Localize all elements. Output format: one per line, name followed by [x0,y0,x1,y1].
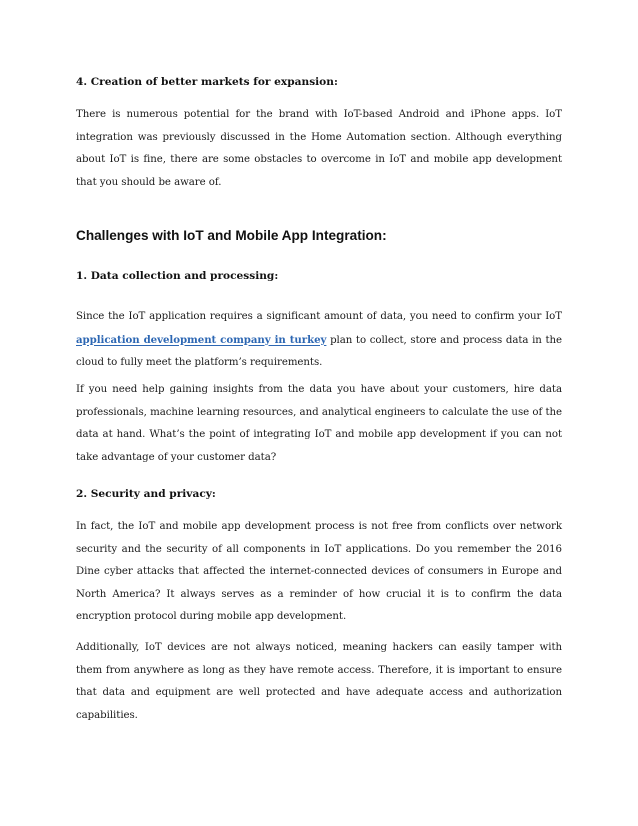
paragraph-text-after-link: plan to collect, store and process data in the cloud to fully meet the platform’s requirements. [76,334,562,368]
paragraph-data-collection-1 [76,306,562,375]
paragraph-security-2: Additionally, IoT devices are not always noticed, meaning hackers can easily tamper with them from anywhere as long as they have remote access. Therefore, it is important to ensure that data and equipment are well protected and have adequate access and authorization capabilities. [76,642,562,721]
document-page [76,0,562,826]
company-link[interactable]: application development company in turkey [76,333,327,346]
section-heading-data-collection: 1. Data collection and processing: [76,270,279,282]
paragraph-security-1: In fact, the IoT and mobile app development process is not free from conflicts over network security and the security of all components in IoT applications. Do you remember the 2016 Dine cyber attacks that affected the internet-connected devices of consumers in Europe and North America? It always serves as a reminder of how crucial it is to confirm the data encryption protocol during mobile app development. [76,521,562,622]
paragraph-data-collection-2: If you need help gaining insights from the data you have about your customers, hire data professionals, machine learning resources, and analytical engineers to calculate the use of the data at hand. What’s the point of integrating IoT and mobile app development if you can not take advantage of your customer data? [76,384,562,463]
challenges-title: Challenges with IoT and Mobile App Integration: [76,228,387,243]
paragraph-text-before-link: Since the IoT application requires a significant amount of data, you need to confirm your IoT [76,311,562,322]
section-heading-security: 2. Security and privacy: [76,488,216,500]
paragraph-markets: There is numerous potential for the brand with IoT-based Android and iPhone apps. IoT integration was previously discussed in the Home Automation section. Although everything about IoT is fine, there are some obstacles to overcome in IoT and mobile app development that you should be aware of. [76,109,562,188]
section-heading-markets: 4. Creation of better markets for expansion: [76,76,338,88]
